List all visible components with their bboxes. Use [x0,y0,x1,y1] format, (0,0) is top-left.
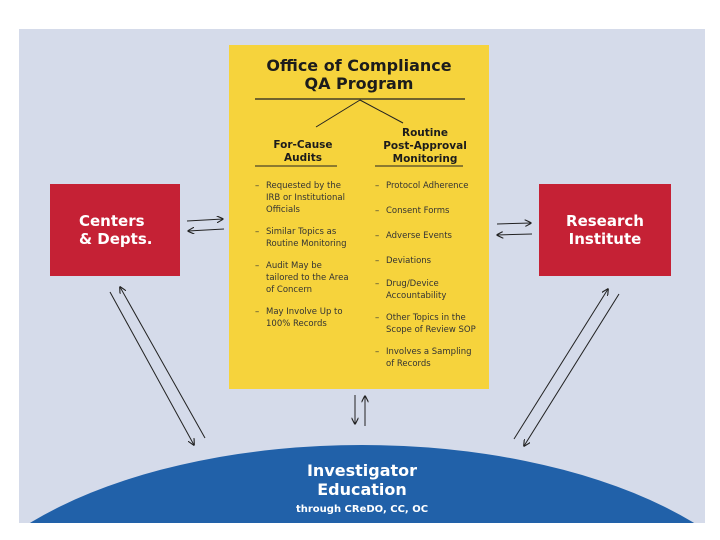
list-item-line: of Concern [266,285,313,295]
routine-heading-line3: Monitoring [392,153,458,165]
list-item-line: tailored to the Area [266,273,349,283]
arrow-centers-to-qa [187,219,223,221]
list-item-line: – Drug/Device [386,279,439,289]
branch-line-left [316,100,360,127]
list-item-line: – Similar Topics as [266,227,337,237]
education-title-line2: Education [317,480,407,499]
list-item-line: – Deviations [386,256,432,266]
list-item-line: 100% Records [266,319,327,329]
list-item-line: – May Involve Up to [266,307,343,317]
for-cause-heading-line1: For-Cause [273,139,333,151]
list-item-line: of Records [386,359,431,369]
qa-title-line2: QA Program [304,74,414,93]
for-cause-heading-line2: Audits [284,152,322,164]
arrow-qa-to-centers [188,229,224,231]
arrow-centers-to-education [110,292,194,445]
research-label-line2: Institute [568,230,642,248]
list-item-line: – Involves a Sampling [386,347,472,357]
list-item-line: Routine Monitoring [266,239,347,249]
routine-heading-line2: Post-Approval [383,140,467,152]
connector-arrows [19,29,705,523]
list-item-line: – Audit May be [266,261,322,271]
list-item-line: – Protocol Adherence [386,181,469,191]
list-item-line: Accountability [386,291,447,301]
centers-label-line1: Centers [79,212,145,230]
education-title-line1: Investigator [306,461,418,480]
centers-label-line2: & Depts. [79,230,153,248]
arrow-research-to-qa [497,234,532,235]
list-item-line: – Adverse Events [386,231,452,241]
education-subtitle: through CReDO, CC, OC [295,504,429,515]
diagram-background [19,29,705,523]
list-item-line: – Requested by the [266,181,341,191]
list-item-line: – Consent Forms [386,206,450,216]
research-label-line1: Research [566,212,644,230]
list-item-line: Scope of Review SOP [386,325,476,335]
list-item-line: IRB or Institutional [266,193,345,203]
qa-title-line1: Office of Compliance [266,56,452,75]
arrow-qa-to-research [497,223,531,224]
arrow-education-to-centers [120,287,205,438]
arrow-education-to-research [514,289,608,439]
routine-heading-line1: Routine [402,127,448,139]
list-item-line: Officials [266,205,300,215]
arrow-research-to-education [524,294,619,446]
list-item-line: – Other Topics in the [386,313,466,323]
branch-line-right [360,100,403,123]
